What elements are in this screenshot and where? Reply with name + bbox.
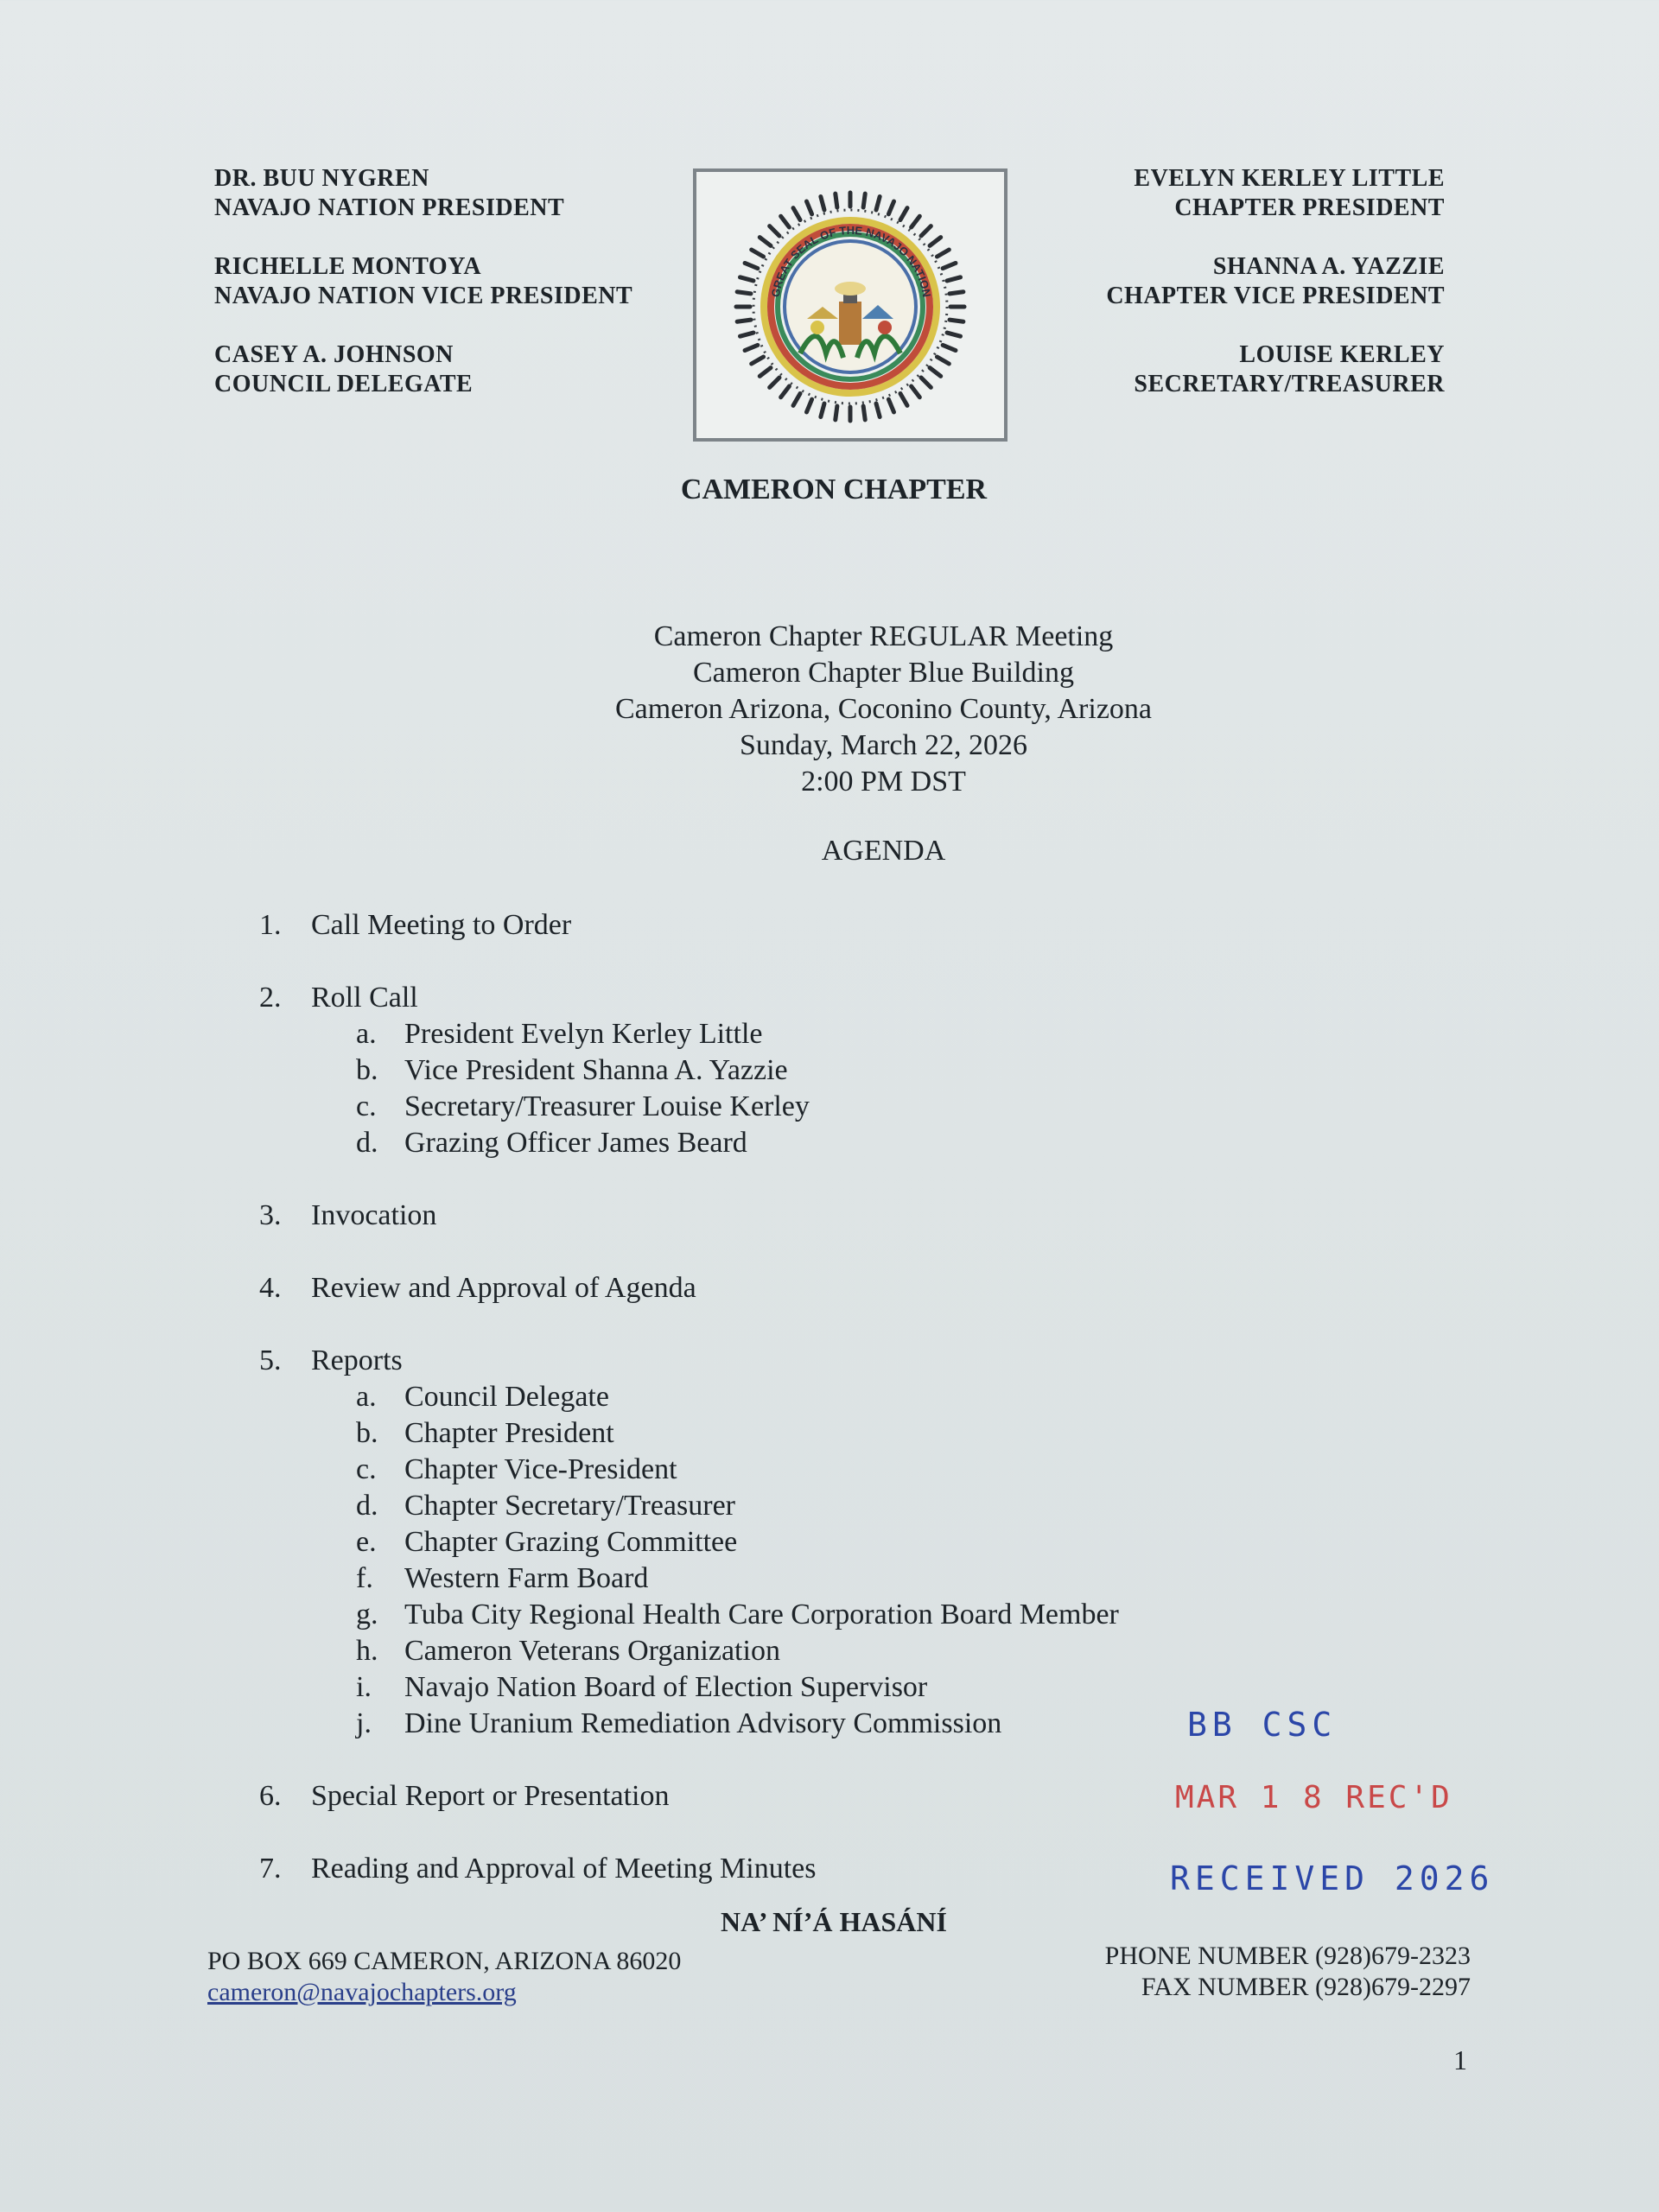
official-name: RICHELLE MONTOYA: [214, 253, 482, 280]
agenda-item: [259, 1270, 1119, 1306]
subitem-label: Council Delegate: [404, 1381, 609, 1413]
official-name: DR. BUU NYGREN: [214, 165, 429, 192]
agenda-subitem: [356, 1379, 1119, 1415]
official-name: CASEY A. JOHNSON: [214, 341, 454, 368]
stamp-received-date: MAR 1 8 REC'D: [1175, 1780, 1452, 1815]
agenda-item-label: Invocation: [311, 1199, 437, 1231]
agenda-subitem: [356, 1452, 1119, 1488]
meeting-date: Sunday, March 22, 2026: [739, 729, 1028, 761]
official-title: SECRETARY/TREASURER: [1134, 371, 1445, 397]
subitem-letter: d.: [356, 1490, 378, 1522]
agenda-item: [259, 980, 1119, 1161]
official-council-delegate: [214, 340, 632, 399]
official-vice-president: [214, 252, 632, 311]
agenda-subitem: [356, 1415, 1119, 1452]
subitem-letter: j.: [356, 1707, 372, 1739]
subitem-label: Western Farm Board: [404, 1562, 649, 1594]
subitem-label: Chapter Vice-President: [404, 1453, 677, 1485]
agenda-subitem: [356, 1706, 1119, 1742]
agenda-item-label: Special Report or Presentation: [311, 1780, 670, 1812]
seal-text: GREAT SEAL OF THE NAVAJO NATION: [768, 223, 934, 299]
subitem-letter: i.: [356, 1671, 372, 1703]
agenda-item-number: 7.: [259, 1853, 282, 1885]
subitem-label: Tuba City Regional Health Care Corporation Board Member: [404, 1599, 1119, 1630]
agenda-item: [259, 1198, 1119, 1234]
official-chapter-vice-president: [1106, 252, 1445, 311]
meeting-time: 2:00 PM DST: [801, 766, 966, 798]
agenda-item-label: Roll Call: [311, 982, 418, 1014]
subitem-letter: b.: [356, 1417, 378, 1449]
agenda-item-number: 4.: [259, 1272, 282, 1304]
agenda-item-label: Review and Approval of Agenda: [311, 1272, 696, 1304]
footer-contact-right: [1105, 1941, 1471, 2003]
subitem-label: Grazing Officer James Beard: [404, 1127, 747, 1159]
subitem-letter: e.: [356, 1526, 377, 1558]
agenda-subitem: [356, 1089, 1119, 1125]
official-title: COUNCIL DELEGATE: [214, 371, 474, 397]
subitem-label: Secretary/Treasurer Louise Kerley: [404, 1090, 810, 1122]
subitem-letter: c.: [356, 1090, 377, 1122]
agenda-item: [259, 907, 1119, 944]
agenda-item-number: 2.: [259, 982, 282, 1014]
agenda-subitem: [356, 1524, 1119, 1560]
agenda-subitem: [356, 1125, 1119, 1161]
agenda-subitem: [356, 1669, 1119, 1706]
footer-fax: FAX NUMBER (928)679-2297: [1141, 1973, 1471, 2001]
subitem-label: President Evelyn Kerley Little: [404, 1018, 763, 1050]
agenda-subitem: [356, 1052, 1119, 1089]
chapter-title: CAMERON CHAPTER: [680, 474, 988, 505]
official-president: [214, 164, 632, 223]
agenda-item-label: Call Meeting to Order: [311, 909, 572, 941]
official-title: CHAPTER VICE PRESIDENT: [1106, 283, 1445, 309]
subitem-label: Cameron Veterans Organization: [404, 1635, 780, 1667]
subitem-letter: g.: [356, 1599, 378, 1630]
subitem-letter: a.: [356, 1381, 377, 1413]
agenda-item: [259, 1778, 1119, 1815]
stamp-initials: BB CSC: [1187, 1706, 1338, 1744]
agenda-subitem: [356, 1560, 1119, 1597]
agenda-list: [259, 907, 1119, 1923]
footer-email-link[interactable]: cameron@navajochapters.org: [207, 1978, 517, 2006]
subitem-letter: d.: [356, 1127, 378, 1159]
footer-address: PO BOX 669 CAMERON, ARIZONA 86020: [207, 1947, 682, 1975]
subitem-label: Vice President Shanna A. Yazzie: [404, 1054, 788, 1086]
agenda-item-number: 3.: [259, 1199, 282, 1231]
subitem-letter: a.: [356, 1018, 377, 1050]
agenda-item-number: 5.: [259, 1344, 282, 1376]
subitem-label: Navajo Nation Board of Election Supervisor: [404, 1671, 928, 1703]
official-name: SHANNA A. YAZZIE: [1212, 253, 1445, 280]
page-number: 1: [1453, 2044, 1467, 2075]
seal-icon: [696, 172, 1004, 438]
official-title: NAVAJO NATION PRESIDENT: [214, 194, 565, 221]
agenda-subitem: [356, 1633, 1119, 1669]
agenda-item: [259, 1851, 1119, 1887]
official-secretary-treasurer: [1106, 340, 1445, 399]
official-chapter-president: [1106, 164, 1445, 223]
agenda-item: [259, 1343, 1119, 1742]
subitem-label: Chapter President: [404, 1417, 614, 1449]
meeting-info: [0, 619, 1659, 800]
subitem-letter: h.: [356, 1635, 378, 1667]
subitem-label: Chapter Grazing Committee: [404, 1526, 738, 1558]
agenda-title: AGENDA: [821, 835, 946, 867]
meeting-address: Cameron Arizona, Coconino County, Arizona: [614, 693, 1152, 725]
header-right-officials: [1106, 164, 1445, 429]
official-title: CHAPTER PRESIDENT: [1174, 194, 1445, 221]
meeting-location: Cameron Chapter Blue Building: [693, 657, 1074, 689]
agenda-subitem: [356, 1016, 1119, 1052]
official-name: EVELYN KERLEY LITTLE: [1134, 165, 1445, 192]
agenda-subitem: [356, 1597, 1119, 1633]
meeting-type: Cameron Chapter REGULAR Meeting: [653, 620, 1114, 652]
subitem-letter: b.: [356, 1054, 378, 1086]
agenda-item-label: Reading and Approval of Meeting Minutes: [311, 1853, 817, 1885]
header-left-officials: [214, 164, 632, 429]
agenda-item-number: 1.: [259, 909, 282, 941]
subitem-label: Chapter Secretary/Treasurer: [404, 1490, 735, 1522]
stamp-received-year: RECEIVED 2026: [1170, 1859, 1495, 1897]
footer-motto: NA’ NÍ’Á HASÁNÍ: [721, 1906, 947, 1937]
subitem-label: Dine Uranium Remediation Advisory Commission: [404, 1707, 1002, 1739]
agenda-subitem: [356, 1488, 1119, 1524]
official-title: NAVAJO NATION VICE PRESIDENT: [214, 283, 633, 309]
agenda-item-number: 6.: [259, 1780, 282, 1812]
footer-contact-left: [207, 1946, 681, 2008]
subitem-letter: c.: [356, 1453, 377, 1485]
footer-phone: PHONE NUMBER (928)679-2323: [1104, 1942, 1471, 1970]
subitem-letter: f.: [356, 1562, 373, 1594]
official-name: LOUISE KERLEY: [1239, 341, 1445, 368]
agenda-item-label: Reports: [311, 1344, 403, 1376]
navajo-nation-seal: [693, 168, 1007, 442]
